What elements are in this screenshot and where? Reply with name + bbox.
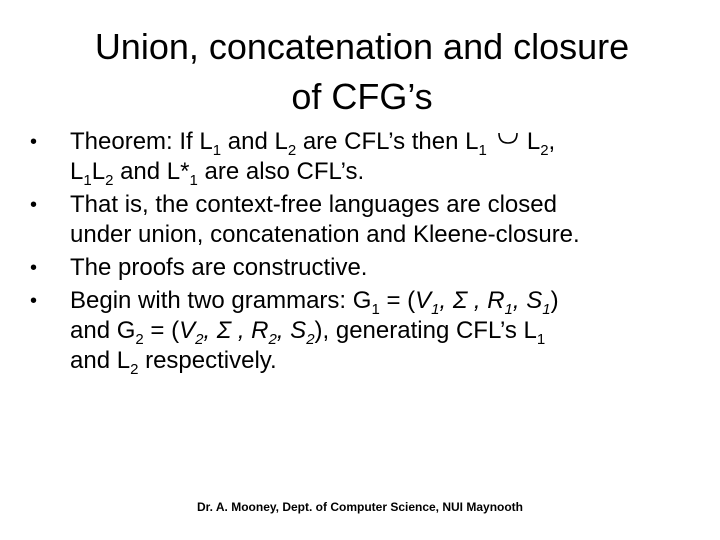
text: and L bbox=[70, 347, 131, 374]
text: L bbox=[526, 128, 541, 155]
subscript: 2 bbox=[130, 361, 139, 378]
proofs-line-1: The proofs are constructive. bbox=[70, 254, 368, 281]
subscript: 1 bbox=[83, 172, 92, 189]
text: V bbox=[179, 317, 196, 344]
text: , S bbox=[276, 317, 307, 344]
text: and L* bbox=[113, 158, 190, 185]
grammar-tuple bbox=[415, 287, 551, 318]
bullet-list bbox=[28, 127, 708, 379]
text: ) bbox=[550, 287, 559, 314]
subscript: 1 bbox=[536, 331, 546, 348]
subscript: 2 bbox=[287, 142, 297, 159]
bullet-dot-icon: • bbox=[30, 290, 38, 312]
bullet-proofs bbox=[28, 253, 708, 283]
subscript: 1 bbox=[189, 172, 198, 189]
text: Theorem: If L bbox=[70, 128, 213, 155]
text: , bbox=[548, 128, 556, 155]
closure-line-2: under union, concatenation and Kleene-closure. bbox=[70, 221, 580, 248]
text: and G bbox=[70, 317, 136, 344]
text: = ( bbox=[143, 317, 180, 344]
bullet-closure bbox=[28, 190, 708, 250]
text: , Σ , R bbox=[439, 287, 505, 314]
bullet-dot-icon: • bbox=[30, 194, 38, 216]
subscript: 2 bbox=[135, 331, 144, 348]
bullet-theorem bbox=[28, 127, 708, 187]
bullet-dot-icon: • bbox=[30, 131, 38, 153]
union-icon bbox=[497, 127, 519, 153]
subscript: 1 bbox=[542, 301, 551, 318]
subscript: 2 bbox=[306, 331, 315, 348]
text: , S bbox=[512, 287, 543, 314]
title-line-1: Union, concatenation and closure bbox=[94, 26, 630, 67]
grammar-tuple bbox=[179, 317, 315, 348]
footer-credit: Dr. A. Mooney, Dept. of Computer Science, NUI Maynooth bbox=[196, 500, 524, 514]
bullet-dot-icon: • bbox=[30, 257, 38, 279]
grammars-line-3 bbox=[70, 346, 708, 376]
subscript: 2 bbox=[195, 331, 204, 348]
subscript: 1 bbox=[371, 301, 380, 318]
theorem-line-2 bbox=[70, 157, 708, 187]
text: L bbox=[91, 158, 106, 185]
subscript: 1 bbox=[212, 142, 222, 159]
subscript: 1 bbox=[431, 301, 440, 318]
text: and L bbox=[221, 128, 288, 155]
grammars-line-1 bbox=[70, 286, 708, 316]
subscript: 1 bbox=[478, 142, 487, 159]
theorem-line-1 bbox=[70, 127, 708, 157]
subscript: 1 bbox=[504, 301, 513, 318]
text: are CFL’s then L bbox=[296, 128, 479, 155]
text: , Σ , R bbox=[203, 317, 269, 344]
title-line-2: of CFG’s bbox=[291, 76, 433, 117]
grammars-line-2 bbox=[70, 316, 708, 346]
text: L bbox=[70, 158, 84, 185]
text: ), generating CFL’s L bbox=[314, 317, 537, 344]
text: = ( bbox=[379, 287, 416, 314]
text: are also CFL’s. bbox=[197, 158, 365, 185]
text: respectively. bbox=[138, 347, 277, 374]
text: V bbox=[415, 287, 432, 314]
closure-line-1: That is, the context-free languages are closed bbox=[70, 191, 557, 218]
subscript: 2 bbox=[268, 331, 277, 348]
text: Begin with two grammars: G bbox=[70, 287, 372, 314]
bullet-grammars bbox=[28, 286, 708, 376]
subscript: 2 bbox=[105, 172, 114, 189]
slide-title bbox=[0, 22, 720, 122]
subscript: 2 bbox=[540, 142, 549, 159]
